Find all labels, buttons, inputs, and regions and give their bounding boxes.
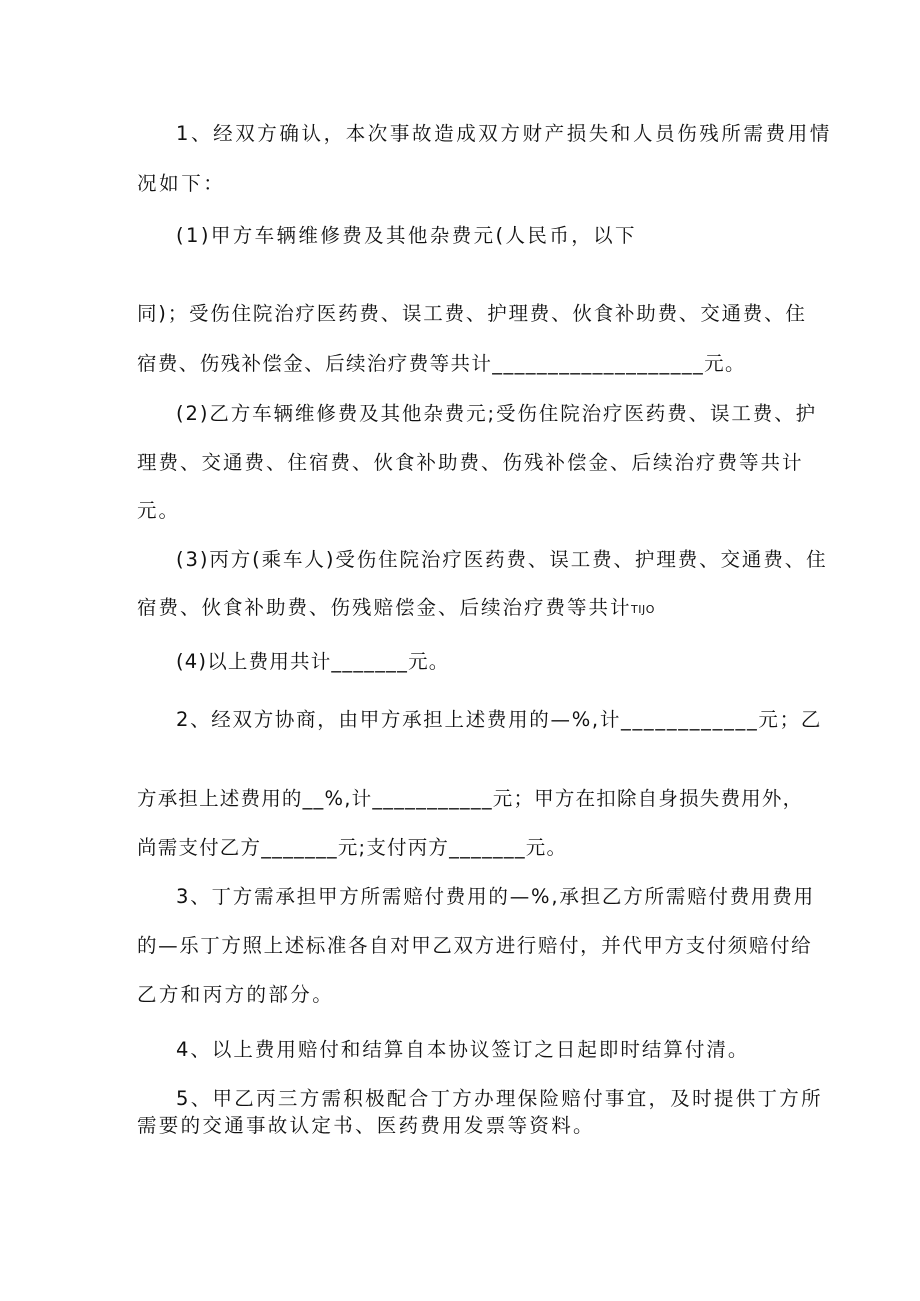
paragraph-2-line-2: 方承担上述费用的__%,计___________元；甲方在扣除自身损失费用外，: [137, 787, 804, 810]
paragraph-3-line-3: 乙方和丙方的部分。: [137, 983, 335, 1006]
item-2-line-1: (2)乙方车辆维修费及其他杂费元;受伤住院治疗医药费、误工费、护: [176, 402, 817, 425]
item-1-line-2: 同)；受伤住院治疗医药费、误工费、护理费、伙食补助费、交通费、住: [137, 302, 807, 325]
item-4-line: (4)以上费用共计_______元。: [176, 650, 450, 673]
item-1-line-1: (1)甲方车辆维修费及其他杂费元(人民币，以下: [176, 224, 637, 247]
item-2-line-3: 元。: [137, 499, 181, 522]
item-2-line-2: 理费、交通费、住宿费、伙食补助费、伤残补偿金、后续治疗费等共计: [137, 451, 804, 474]
paragraph-1-line-2: 况如下：: [137, 172, 226, 195]
paragraph-3-line-2: 的—乐丁方照上述标准各自对甲乙双方进行赔付，并代甲方支付须赔付给: [137, 934, 813, 957]
paragraph-1-line-1: 1、经双方确认，本次事故造成双方财产损失和人员伤残所需费用情: [176, 122, 832, 145]
item-1-line-3: 宿费、伤残补偿金、后续治疗费等共计___________________元。: [137, 352, 746, 375]
paragraph-4-line: 4、以上费用赔付和结算自本协议签订之日起即时结算付清。: [176, 1038, 750, 1061]
paragraph-3-line-1: 3、丁方需承担甲方所需赔付费用的—%,承担乙方所需赔付费用费用: [176, 885, 815, 908]
paragraph-5-line-2: 需要的交通事故认定书、医药费用发票等资料。: [137, 1114, 595, 1137]
item-3-line-2: 宿费、伙食补助费、伤残赔偿金、后续治疗费等共计: [137, 596, 632, 619]
item-3-amount-mark: TIJO: [631, 603, 655, 616]
paragraph-2-line-3: 尚需支付乙方_______元;支付丙方_______元。: [137, 836, 568, 859]
paragraph-2-line-1: 2、经双方协商，由甲方承担上述费用的—%,计____________元；乙: [176, 708, 823, 731]
paragraph-5-line-1: 5、甲乙丙三方需积极配合丁方办理保险赔付事宜，及时提供丁方所: [176, 1087, 823, 1110]
item-3-line-1: (3)丙方(乘车人)受伤住院治疗医药费、误工费、护理费、交通费、住: [176, 548, 828, 571]
